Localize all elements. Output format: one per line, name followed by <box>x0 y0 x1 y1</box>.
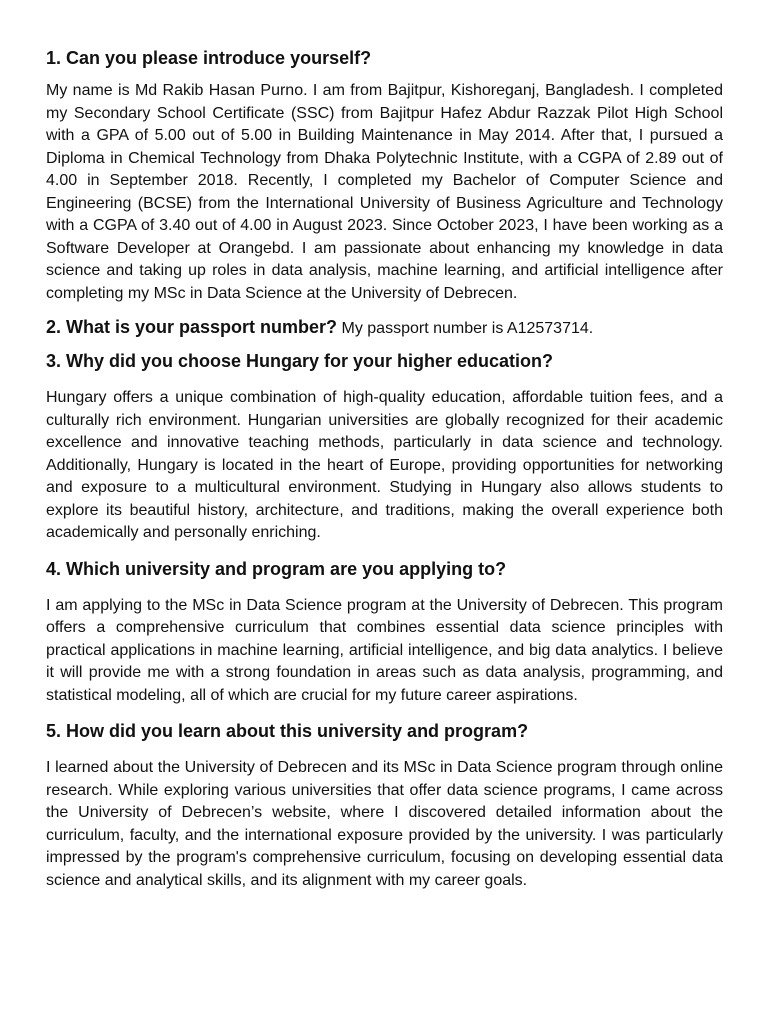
answer-paragraph: I learned about the University of Debrecen and its MSc in Data Science program through online research. While exploring various universities that offer data science programs, I came across the University of Debrecen’s website, where I discovered detailed information about the curriculum, faculty, and the international exposure provided by the university. I was particularly impressed by the program's comprehensive curriculum, focusing on developing essential data science and analytical skills, and its alignment with my career goals. <box>46 759 723 889</box>
answer-paragraph: Hungary offers a unique combination of high-quality education, affordable tuition fees, and a culturally rich environment. Hungarian universities are globally recognized for their academic excellence and innovative teaching methods, particularly in data science and technology. Additionally, Hungary is located in the heart of Europe, providing opportunities for networking and exposure to a multicultural environment. Studying in Hungary also allows students to explore its beautiful history, architecture, and traditions, making the overall experience both academically and personally enriching. <box>46 389 723 541</box>
answer-text: My passport number is A12573714. <box>341 320 594 337</box>
section-university-program <box>46 557 723 708</box>
answer-paragraph: I am applying to the MSc in Data Science program at the University of Debrecen. This program offers a comprehensive curriculum that combines essential data science principles with practical applications in machine learning, artificial intelligence, and big data analytics. I believe it will provide me with a strong foundation in areas such as data analysis, programming, and statistical modeling, all of which are crucial for my future career aspirations. <box>46 596 723 704</box>
section-introduction <box>46 46 723 305</box>
section-why-hungary <box>46 349 723 545</box>
question-heading: 5. How did you learn about this university and program? <box>46 721 529 741</box>
question-heading: 1. Can you please introduce yourself? <box>46 48 372 68</box>
section-passport <box>46 315 723 341</box>
answer-paragraph: My name is Md Rakib Hasan Purno. I am from Bajitpur, Kishoreganj, Bangladesh. I completed my Secondary School Certificate (SSC) from Bajitpur Hafez Abdur Razzak Pilot High School with a GPA of 5.00 out of 5.00 in Building Maintenance in May 2014. After that, I pursued a Diploma in Chemical Technology from Dhaka Polytechnic Institute, with a CGPA of 2.89 out of 4.00 in September 2018. Recently, I completed my Bachelor of Computer Science and Engineering (BCSE) from the International University of Business Agriculture and Technology with a CGPA of 3.40 out of 4.00 in August 2023. Since October 2023, I have been working as a Software Developer at Orangebd. I am passionate about enhancing my knowledge in data science and taking up roles in data analysis, machine learning, and artificial intelligence after completing my MSc in Data Science at the University of Debrecen. <box>46 82 723 302</box>
section-how-learned <box>46 719 723 892</box>
question-heading: 2. What is your passport number? <box>46 317 338 337</box>
passport-line <box>46 315 723 341</box>
question-heading: 4. Which university and program are you applying to? <box>46 558 507 579</box>
question-heading: 3. Why did you choose Hungary for your higher education? <box>46 351 554 371</box>
